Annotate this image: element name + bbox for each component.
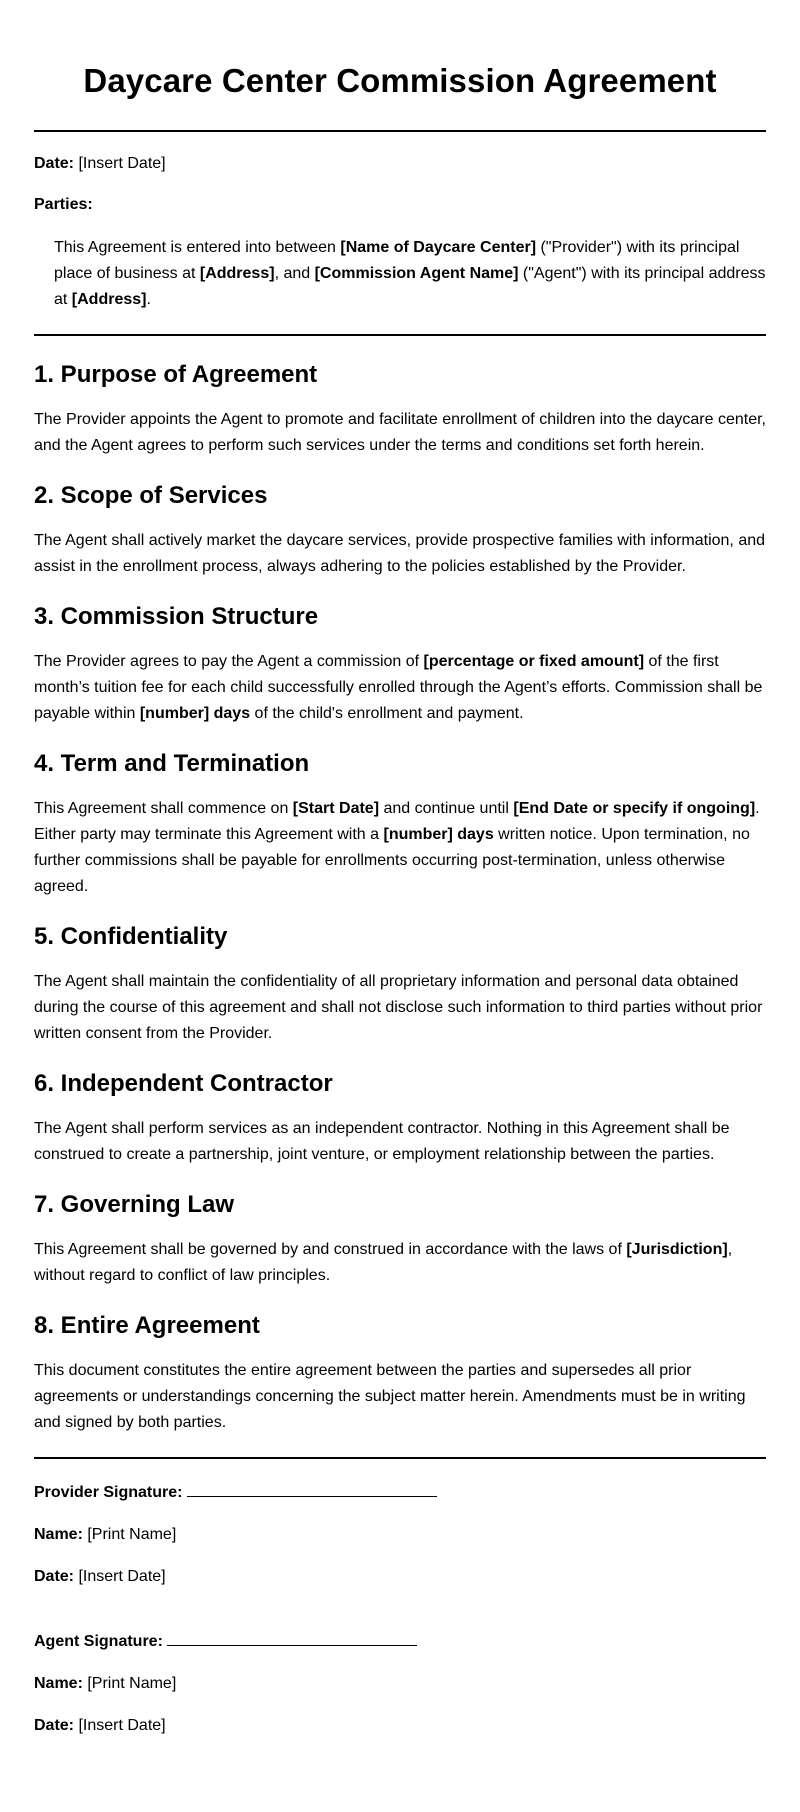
section-text-confidentiality: The Agent shall maintain the confidentiality of all proprietary information and personal data obtained during the course of this agreement and shall not disclose such information to third parties without prior written consent from the Provider. (34, 973, 763, 1042)
payment-days-placeholder: [number] days (139, 705, 251, 722)
section-heading-term: 4. Term and Termination (34, 750, 310, 777)
agent-signature-line (34, 1631, 766, 1652)
provider-date-label: Date: (34, 1568, 75, 1585)
provider-signature-line (34, 1482, 766, 1503)
section-heading-purpose: 1. Purpose of Agreement (34, 361, 318, 388)
agent-date-label: Date: (34, 1717, 75, 1734)
agent-name-value: [Print Name] (87, 1675, 177, 1692)
section-text-contractor: The Agent shall perform services as an independent contractor. Nothing in this Agreement shall be construed to create a partnership, joint venture, or employment relationship between the parties. (34, 1120, 730, 1163)
section-heading-commission: 3. Commission Structure (34, 603, 319, 630)
notice-days-placeholder: [number] days (383, 826, 494, 843)
parties-text-part: , and (274, 265, 315, 282)
agent-signature-blank[interactable] (167, 1631, 417, 1646)
section-text-scope: The Agent shall actively market the daycare services, provide prospective families with information, and assist in the enrollment process, always adhering to the policies established by the Provider. (34, 532, 766, 575)
parties-label: Parties: (34, 196, 93, 213)
provider-name-label: Name: (34, 1526, 83, 1543)
section-heading-scope: 2. Scope of Services (34, 482, 268, 509)
section-text-commission (34, 649, 766, 727)
date-label: Date: (34, 155, 75, 172)
agent-name-line (34, 1674, 766, 1694)
section-text-governing-law (34, 1237, 766, 1289)
parties-text-part: This Agreement is entered into between (54, 239, 341, 256)
commission-amount-placeholder: [percentage or fixed amount] (423, 653, 645, 670)
parties-text-part: ("Agent") with its principal address at (54, 265, 766, 308)
provider-signature-blank[interactable] (187, 1482, 437, 1497)
provider-name-placeholder: [Name of Daycare Center] (340, 239, 537, 256)
section-heading-entire-agreement: 8. Entire Agreement (34, 1312, 260, 1339)
agent-name-label: Name: (34, 1675, 83, 1692)
agent-name-placeholder: [Commission Agent Name] (314, 265, 519, 282)
section-text-part: written notice. Upon termination, no further commissions shall be payable for enrollments occurring post-termination, unless otherwise agreed. (34, 826, 750, 895)
section-heading-confidentiality: 5. Confidentiality (34, 923, 228, 950)
date-line (34, 154, 766, 174)
section-text-part: , without regard to conflict of law principles. (34, 1241, 733, 1284)
agent-signature-label: Agent Signature: (34, 1633, 163, 1650)
parties-text (34, 235, 766, 313)
provider-address-placeholder: [Address] (199, 265, 275, 282)
provider-signature-label: Provider Signature: (34, 1484, 183, 1501)
agent-address-placeholder: [Address] (71, 291, 147, 308)
section-text-part: of the child's enrollment and payment. (250, 705, 524, 722)
date-value: [Insert Date] (78, 155, 166, 172)
agent-date-value: [Insert Date] (78, 1717, 166, 1734)
section-text-part: . Either party may terminate this Agreement with a (34, 800, 760, 843)
section-text-term (34, 796, 766, 900)
section-text-purpose: The Provider appoints the Agent to promote and facilitate enrollment of children into the daycare center, and the Agent agrees to perform such services under the terms and conditions set forth herein. (34, 411, 766, 454)
parties-line (34, 195, 766, 215)
divider (34, 1457, 766, 1459)
provider-name-line (34, 1525, 766, 1545)
provider-name-value: [Print Name] (87, 1526, 177, 1543)
provider-date-value: [Insert Date] (78, 1568, 166, 1585)
section-text-part: This Agreement shall be governed by and construed in accordance with the laws of (34, 1241, 627, 1258)
start-date-placeholder: [Start Date] (292, 800, 380, 817)
jurisdiction-placeholder: [Jurisdiction] (626, 1241, 728, 1258)
end-date-placeholder: [End Date or specify if ongoing] (513, 800, 756, 817)
provider-date-line (34, 1567, 766, 1587)
parties-text-part: ("Provider") with its principal place of business at (54, 239, 740, 282)
document-title: Daycare Center Commission Agreement (83, 62, 717, 99)
section-text-part: This Agreement shall commence on (34, 800, 293, 817)
section-text-part: of the first month’s tuition fee for each child successfully enrolled through the Agent’s efforts. Commission shall be payable within (34, 653, 763, 722)
section-text-part: and continue until (379, 800, 514, 817)
parties-text-part: . (146, 291, 151, 308)
section-text-part: The Provider agrees to pay the Agent a commission of (34, 653, 424, 670)
agent-date-line (34, 1716, 766, 1736)
section-text-entire-agreement: This document constitutes the entire agreement between the parties and supersedes all prior agreements or understandings concerning the subject matter herein. Amendments must be in writing and signed by both parties. (34, 1362, 746, 1431)
section-heading-governing-law: 7. Governing Law (34, 1191, 235, 1218)
divider (34, 334, 766, 336)
section-heading-contractor: 6. Independent Contractor (34, 1070, 333, 1097)
divider (34, 130, 766, 132)
